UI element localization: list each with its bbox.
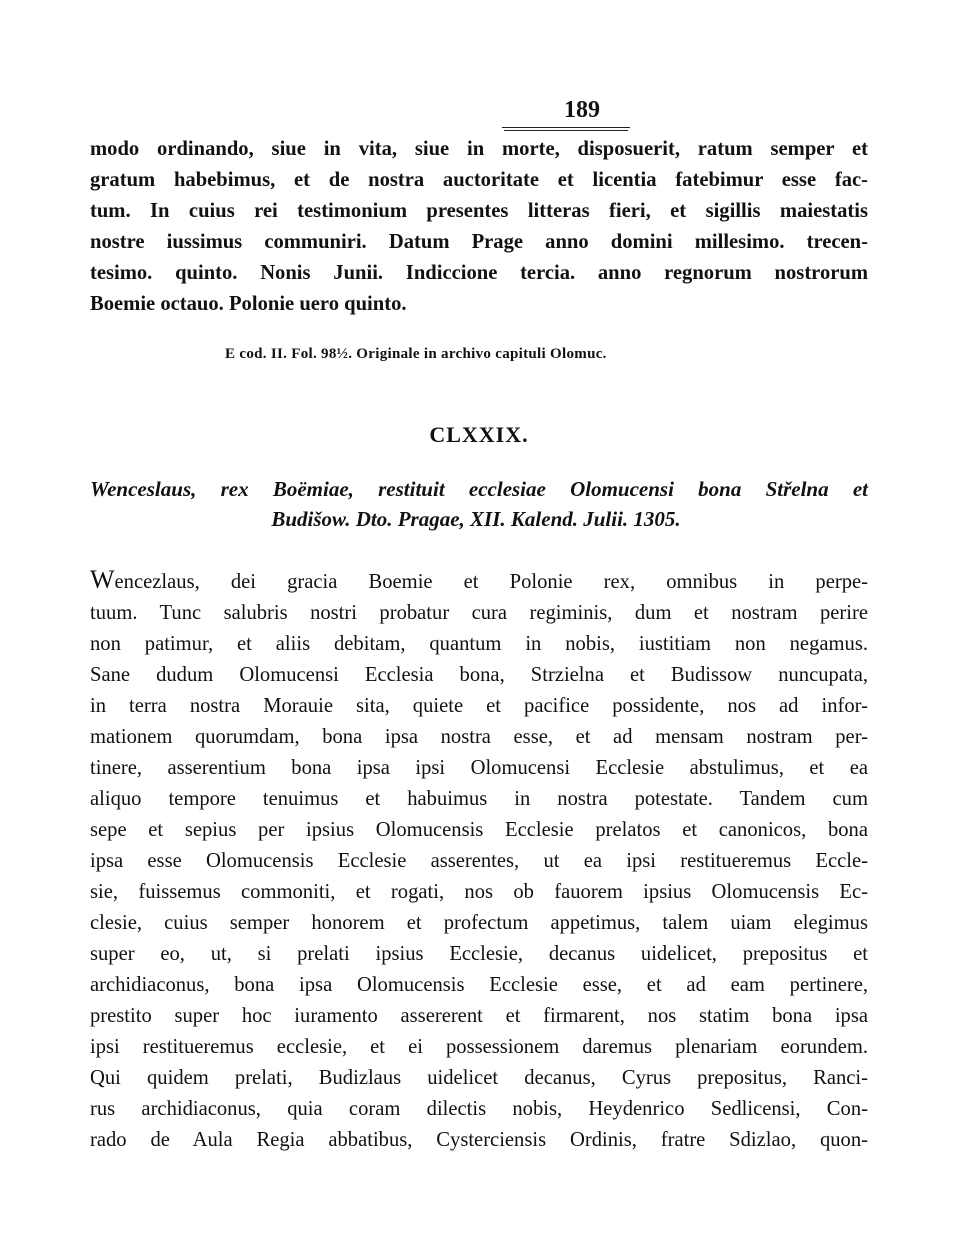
text-line: Sane dudum Olomucensi Ecclesia bona, Strzielna et Budissow nuncupata, [90, 664, 868, 686]
text-line: Qui quidem prelati, Budizlaus uidelicet decanus, Cyrus prepositus, Ranci- [90, 1067, 868, 1089]
text-line: tinere, asserentium bona ipsa ipsi Olomucensi Ecclesie abstulimus, et ea [90, 757, 868, 779]
document-number: CLXXIX. [429, 422, 529, 447]
text-line: modo ordinando, siue in vita, siue in morte, disposuerit, ratum semper et [90, 138, 868, 160]
text-line: in terra nostra Morauie sita, quiete et pacifice possidente, nos ad infor- [90, 695, 868, 717]
previous-document-ending [90, 134, 868, 320]
text-line: tum. In cuius rei testimonium presentes litteras fieri, et sigillis maiestatis [90, 200, 868, 222]
document-body [90, 564, 868, 1156]
text-line: super eo, ut, si prelati ipsius Ecclesie, decanus uidelicet, prepositus et [90, 943, 868, 965]
page-number-rule-second [504, 130, 628, 131]
document-regest [90, 474, 868, 534]
text-line [90, 564, 868, 598]
text-line: clesie, cuius semper honorem et profectum appetimus, talem uiam elegimus [90, 912, 868, 934]
text-line: rus archidiaconus, quia coram dilectis nobis, Heydenrico Sedlicensi, Con- [90, 1098, 868, 1120]
document-page [90, 95, 868, 1156]
text-line: aliquo tempore tenuimus et habuimus in nostra potestate. Tandem cum [90, 788, 868, 810]
text-line: archidiaconus, bona ipsa Olomucensis Ecclesie esse, et ad eam pertinere, [90, 974, 868, 996]
text-line-rest: encezlaus, dei gracia Boemie et Polonie rex, omnibus in perpe- [114, 571, 868, 593]
text-line: rado de Aula Regia abbatibus, Cysterciensis Ordinis, fratre Sdizlao, quon- [90, 1129, 868, 1151]
source-note: E cod. II. Fol. 98½. Originale in archivo capituli Olomuc. [225, 346, 607, 362]
text-line: non patimur, et aliis debitam, quantum in nobis, iustitiam non negamus. [90, 633, 868, 655]
text-line: sie, fuissemus commoniti, et rogati, nos ob fauorem ipsius Olomucensis Ec- [90, 881, 868, 903]
text-line: mationem quorumdam, bona ipsa nostra esse, et ad mensam nostram per- [90, 726, 868, 748]
text-line: ipsa esse Olomucensis Ecclesie asserentes, ut ea ipsi restitueremus Eccle- [90, 850, 868, 872]
initial-letter: W [90, 565, 115, 594]
page-number-rule [502, 127, 630, 128]
regest-line: Wenceslaus, rex Boëmiae, restituit ecclesiae Olomucensi bona Střelna et [90, 477, 868, 501]
page-number: 189 [564, 97, 600, 123]
text-line: sepe et sepius per ipsius Olomucensis Ecclesie prelatos et canonicos, bona [90, 819, 868, 841]
text-line: nostre iussimus communiri. Datum Prage anno domini millesimo. trecen- [90, 231, 868, 253]
text-line: prestito super hoc iuramento assererent et firmarent, nos statim bona ipsa [90, 1005, 868, 1027]
text-line: tuum. Tunc salubris nostri probatur cura regiminis, dum et nostram perire [90, 602, 868, 624]
text-line: gratum habebimus, et de nostra auctoritate et licentia fatebimur esse fac- [90, 169, 868, 191]
text-line: tesimo. quinto. Nonis Junii. Indiccione tercia. anno regnorum nostrorum [90, 262, 868, 284]
text-line: Boemie octauo. Polonie uero quinto. [90, 293, 407, 315]
regest-line: Budišow. Dto. Pragae, XII. Kalend. Julii. 1305. [271, 507, 681, 531]
text-line: ipsi restitueremus ecclesie, et ei possessionem daremus plenariam eorundem. [90, 1036, 868, 1058]
